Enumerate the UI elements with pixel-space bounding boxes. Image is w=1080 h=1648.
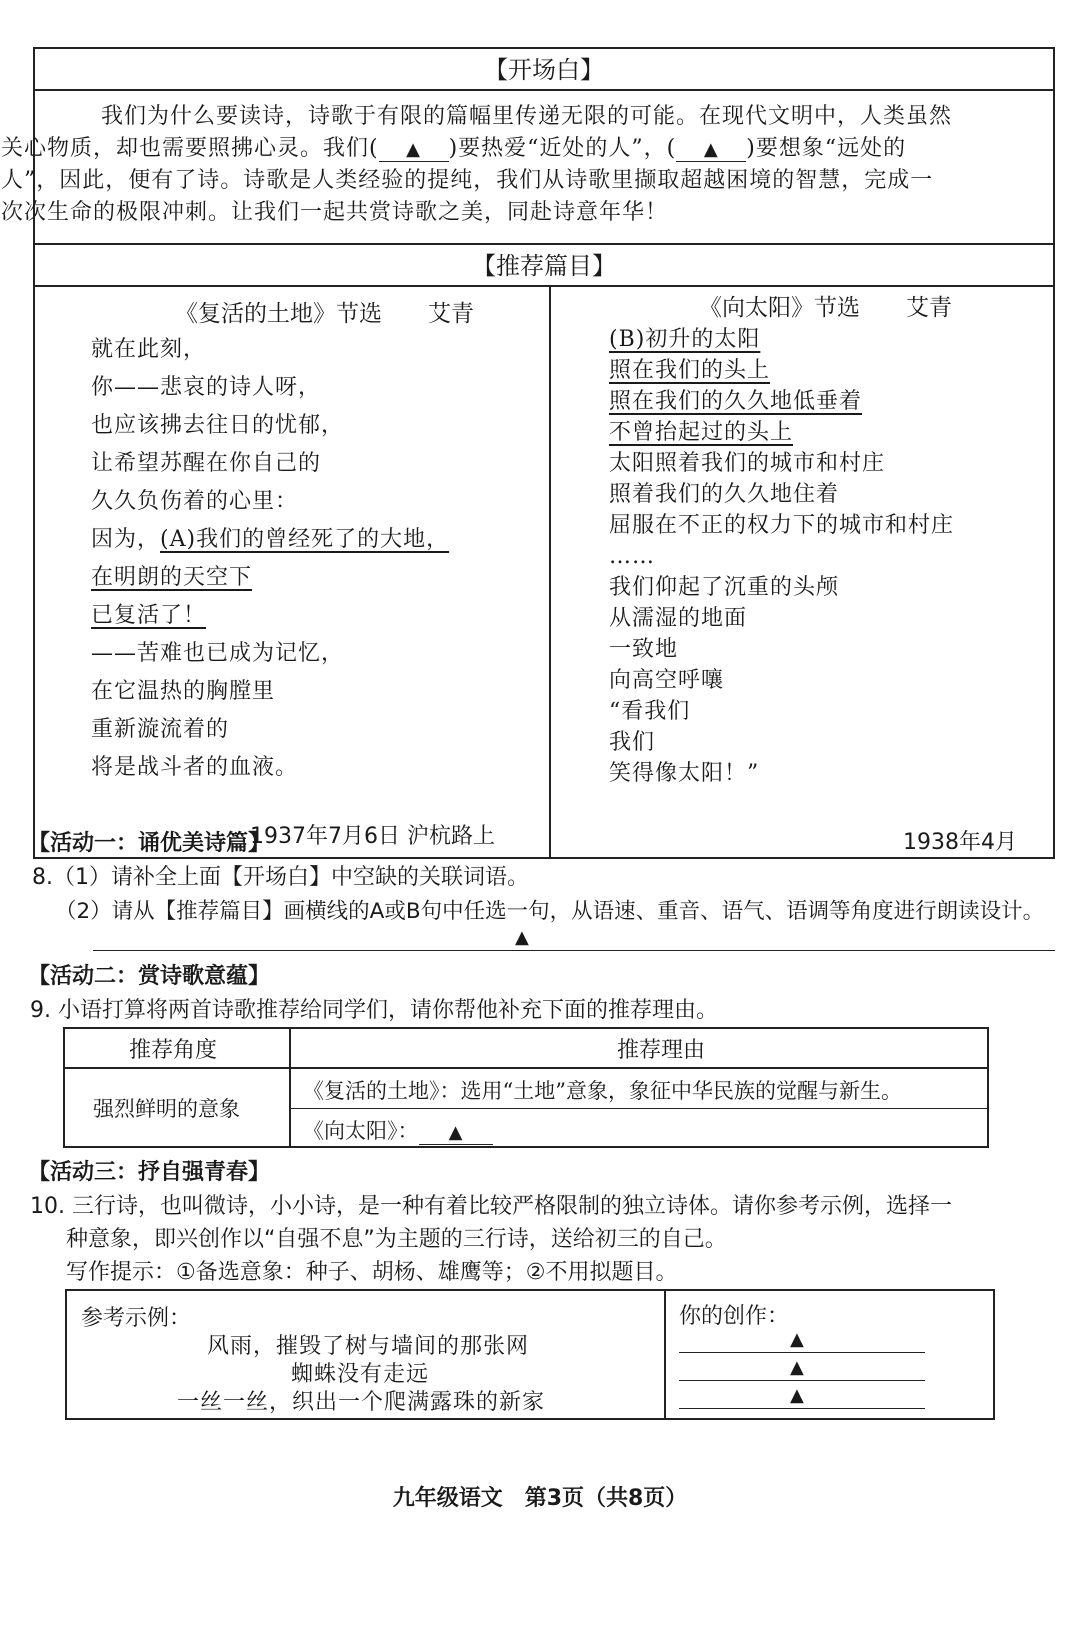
- table-cell-angle: 强烈鲜明的意象: [93, 1097, 240, 1121]
- opening-and-poems-box: [1, 47, 1055, 859]
- poem-1-author: 艾青: [428, 301, 474, 327]
- creation-label: 你的创作：: [679, 1304, 790, 1329]
- answer-line-8-2: [93, 950, 1055, 951]
- poem-line: 在它温热的胸膛里: [91, 679, 276, 704]
- table-cell-reason-2: [303, 1115, 493, 1145]
- poem-line: 也应该拂去往日的忧郁，: [91, 413, 345, 438]
- opening-blank-1[interactable]: ▲: [379, 139, 449, 162]
- question-8-1: 8.（1）请补全上面【开场白】中空缺的关联词语。: [32, 865, 529, 890]
- poem-line: 久久负伤着的心里：: [91, 489, 299, 514]
- question-10-line-2: 种意象，即兴创作以“自强不息”为主题的三行诗，送给初三的自己。: [66, 1227, 727, 1252]
- poem-line: 屈服在不正的权力下的城市和村庄: [609, 513, 955, 538]
- opening-blank-2[interactable]: ▲: [676, 139, 746, 162]
- example-line: 蜘蛛没有走远: [291, 1362, 430, 1387]
- underlined-text: 不曾抬起过的头上: [609, 420, 794, 445]
- three-line-poem-box: [65, 1289, 995, 1420]
- opening-line-2b: )要热爱“近处的人”，(: [448, 136, 677, 161]
- answer-blank-9[interactable]: ▲: [419, 1122, 493, 1145]
- poem-1-column: [35, 287, 551, 857]
- poem-line: 我们: [609, 730, 656, 755]
- underlined-text: 照在我们的头上: [609, 358, 771, 383]
- opening-line-3: 人”，因此，便有了诗。诗歌是人类经验的提纯，我们从诗歌里撷取超越困境的智慧，完成一: [1, 168, 934, 193]
- poem-1-lines: [91, 331, 449, 787]
- question-8-2: （2）请从【推荐篇目】画横线的A或B句中任选一句，从语速、重音、语气、语调等角度进行朗读设计。: [55, 899, 1045, 924]
- poem-line: 太阳照着我们的城市和村庄: [609, 451, 886, 476]
- poem-line: 重新漩流着的: [91, 717, 230, 742]
- page-footer: 九年级语文 第3页（共8页）: [392, 1486, 688, 1511]
- poem-2-title-row: [699, 289, 952, 322]
- opening-paragraph: [1, 91, 1053, 245]
- underlined-text: 照在我们的久久地低垂着: [609, 389, 863, 414]
- poem-line-underlined: [609, 417, 954, 448]
- poem-line-underlined: [609, 324, 954, 355]
- underlined-text: (B)初升的太阳: [609, 327, 761, 352]
- poem-line-underlined: [91, 559, 449, 597]
- box-divider: [664, 1291, 666, 1418]
- poem-line: 将是战斗者的血液。: [91, 755, 299, 780]
- opening-header: 【开场白】: [35, 49, 1053, 91]
- writing-hint: 写作提示：①备选意象：种子、胡杨、雄鹰等；②不用拟题目。: [66, 1260, 678, 1285]
- recommendation-table: [63, 1027, 989, 1148]
- activity-3-title: 【活动三：抒自强青春】: [28, 1160, 271, 1185]
- example-line: 风雨，摧毁了树与墙间的那张网: [207, 1334, 530, 1359]
- creation-blank-3[interactable]: ▲: [790, 1385, 804, 1406]
- poem-line: 就在此刻，: [91, 337, 207, 362]
- table-header-angle: 推荐角度: [129, 1038, 218, 1063]
- creation-blank-1[interactable]: ▲: [790, 1329, 804, 1350]
- creation-line-2: [679, 1380, 925, 1381]
- table-row-divider: [291, 1108, 987, 1109]
- poem-line: 向高空呼嚷: [609, 668, 725, 693]
- opening-line-1: 我们为什么要读诗，诗歌于有限的篇幅里传递无限的可能。在现代文明中，人类虽然: [101, 104, 953, 129]
- poem-line-underlined: [609, 355, 954, 386]
- poem-line: “看我们: [609, 699, 691, 724]
- table-header-reason: 推荐理由: [617, 1038, 706, 1063]
- table-header-divider: [65, 1067, 987, 1069]
- answer-blank-8-2[interactable]: ▲: [515, 927, 529, 948]
- poem-2-date: 1938年4月: [903, 830, 1017, 855]
- poem-line: 你——悲哀的诗人呀，: [91, 375, 322, 400]
- poems-area: [35, 287, 1053, 857]
- poem-line-underlined: [609, 386, 954, 417]
- poem-line-underlined: [91, 597, 449, 635]
- poem-line: ——苦难也已成为记忆，: [91, 641, 345, 666]
- opening-line-2: [1, 133, 906, 165]
- reason-2-prefix: 《向太阳》：: [303, 1119, 419, 1143]
- poem-2-column: [551, 287, 1053, 857]
- creation-line-3: [679, 1408, 925, 1409]
- example-line: 一丝一丝，织出一个爬满露珠的新家: [177, 1390, 546, 1415]
- question-9: 9. 小语打算将两首诗歌推荐给同学们，请你帮他补充下面的推荐理由。: [30, 998, 718, 1023]
- poem-line: ……: [609, 544, 655, 569]
- example-label: 参考示例：: [81, 1306, 192, 1331]
- poem-1-date: 1937年7月6日 沪杭路上: [250, 824, 495, 849]
- table-cell-reason-1: 《复活的土地》：选用“土地”意象，象征中华民族的觉醒与新生。: [303, 1079, 902, 1103]
- poem-2-author: 艾青: [906, 295, 952, 321]
- poem-line: 一致地: [609, 637, 679, 662]
- poem-line: 让希望苏醒在你自己的: [91, 451, 322, 476]
- activity-1-title: 【活动一：诵优美诗篇】: [28, 831, 271, 856]
- poem-line: 照着我们的久久地住着: [609, 482, 840, 507]
- poem-line: 从濡湿的地面: [609, 606, 748, 631]
- poem-line: 我们仰起了沉重的头颅: [609, 575, 840, 600]
- recommend-header: 【推荐篇目】: [35, 245, 1053, 287]
- poem-2-title: 《向太阳》节选: [699, 295, 860, 321]
- question-10-line-1: 10. 三行诗，也叫微诗，小小诗，是一种有着比较严格限制的独立诗体。请你参考示例，选择一: [30, 1194, 952, 1219]
- creation-line-1: [679, 1352, 925, 1353]
- activity-2-title: 【活动二：赏诗歌意蕴】: [28, 964, 271, 989]
- poem-line-a-underlined: (A)我们的曾经死了的大地，: [160, 527, 450, 552]
- opening-line-2a: 关心物质，却也需要照拂心灵。我们(: [1, 136, 379, 161]
- opening-line-4: 次次生命的极限冲刺。让我们一起共赏诗歌之美，同赴诗意年华！: [1, 200, 669, 225]
- poem-2-lines: [609, 324, 954, 789]
- underlined-text: 在明朗的天空下: [91, 565, 253, 590]
- opening-line-2c: )要想象“远处的: [746, 136, 907, 161]
- poem-1-title-row: [175, 295, 474, 328]
- poem-line-a: [91, 521, 449, 559]
- creation-blank-2[interactable]: ▲: [790, 1357, 804, 1378]
- poem-line-a-prefix: 因为，: [91, 527, 161, 552]
- poem-line: 笑得像太阳！”: [609, 761, 760, 786]
- poem-1-title: 《复活的土地》节选: [175, 301, 382, 327]
- underlined-text: 已复活了！: [91, 603, 207, 628]
